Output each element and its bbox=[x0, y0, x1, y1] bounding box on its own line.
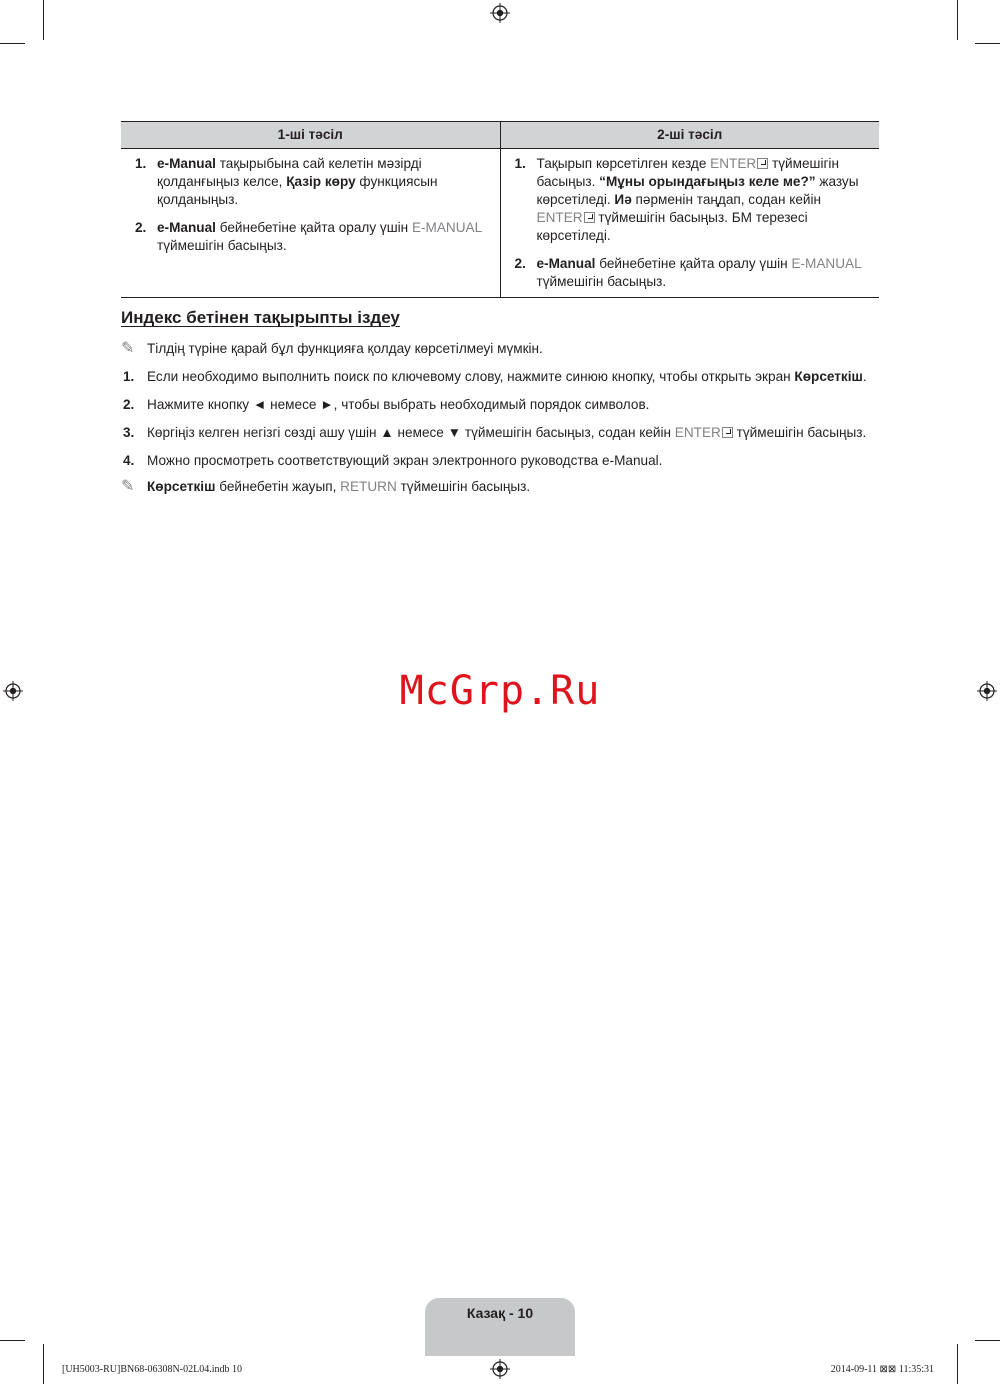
method-2-step: 2. e-Manual бейнебетіне қайта оралу үшін E-MANUAL түймешігін басыңыз. bbox=[514, 256, 862, 289]
sub-note: ✎ Көрсеткіш бейнебетін жауып, RETURN түймешігін басыңыз. bbox=[121, 478, 531, 495]
watermark: McGrp.Ru bbox=[399, 668, 601, 714]
crop-mark bbox=[957, 0, 958, 40]
method-1-cell bbox=[121, 149, 500, 298]
crop-mark bbox=[0, 1340, 25, 1341]
section-title: Индекс бетінен тақырыпты іздеу bbox=[121, 308, 400, 327]
page-label: Казақ - 10 bbox=[466, 1305, 534, 1321]
methods-table bbox=[121, 121, 879, 298]
pencil-note-icon: ✎ bbox=[121, 478, 135, 495]
enter-key-icon bbox=[584, 212, 595, 223]
footer-file-info: [UH5003-RU]BN68-06308N-02L04.indb 10 bbox=[62, 1364, 242, 1375]
note: ✎ Тілдің түріне қарай бұл функцияға қолдау көрсетілмеуі мүмкін. bbox=[121, 340, 543, 357]
crop-mark bbox=[43, 0, 44, 40]
registration-mark-icon bbox=[490, 1359, 510, 1379]
crop-mark bbox=[957, 1344, 958, 1384]
list-item: 3. Көргіңіз келген негізгі сөзді ашу үшін ▲ немесе ▼ түймешігін басыңыз, содан кейін ENTER түймешігін басыңыз. bbox=[123, 425, 867, 440]
method-1-step: 1. e-Manual тақырыбына сай келетін мәзірді қолданғыңыз келсе, Қазір көру функциясын қолданыңыз. bbox=[135, 156, 438, 207]
method-1-header: 1-ші тәсіл bbox=[121, 122, 500, 149]
return-key: RETURN bbox=[340, 479, 397, 494]
enter-key-icon bbox=[722, 427, 733, 438]
list-item: 1. Если необходимо выполнить поиск по ключевому слову, нажмите синюю кнопку, чтобы открыть экран Көрсеткіш. bbox=[123, 369, 867, 384]
e-manual-key: E-MANUAL bbox=[411, 220, 482, 235]
pencil-note-icon: ✎ bbox=[121, 340, 135, 357]
method-1-step: 2. e-Manual бейнебетіне қайта оралу үшін E-MANUAL түймешігін басыңыз. bbox=[135, 220, 482, 253]
e-manual-key: E-MANUAL bbox=[791, 256, 862, 271]
enter-key: ENTER bbox=[674, 425, 721, 440]
method-2-step: 1. Тақырып көрсетілген кезде ENTER түймешігін басыңыз. “Мұны орындағыңыз келе ме?” жазуы көрсетіледі. Иә пәрменін таңдап, содан кейін ENTER түймешігін басыңыз. БМ терезесі көрсетіледі. bbox=[514, 156, 859, 243]
registration-mark-icon bbox=[490, 3, 510, 23]
page-number-tab bbox=[425, 1298, 575, 1356]
crop-mark bbox=[975, 43, 1000, 44]
method-2-header: 2-ші тәсіл bbox=[500, 122, 879, 149]
enter-key: ENTER bbox=[710, 156, 757, 171]
crop-mark bbox=[0, 43, 25, 44]
enter-key-icon bbox=[757, 158, 768, 169]
list-item: 4. Можно просмотреть соответствующий экран электронного руководства e-Manual. bbox=[123, 453, 663, 468]
crop-mark bbox=[43, 1344, 44, 1384]
footer-timestamp: 2014-09-11 ⊠⊠ 11:35:31 bbox=[830, 1364, 934, 1375]
section-body bbox=[121, 340, 881, 496]
list-item: 2. Нажмите кнопку ◄ немесе ►, чтобы выбрать необходимый порядок символов. bbox=[123, 397, 650, 412]
method-2-cell bbox=[500, 149, 879, 298]
enter-key: ENTER bbox=[536, 210, 583, 225]
crop-mark bbox=[975, 1340, 1000, 1341]
